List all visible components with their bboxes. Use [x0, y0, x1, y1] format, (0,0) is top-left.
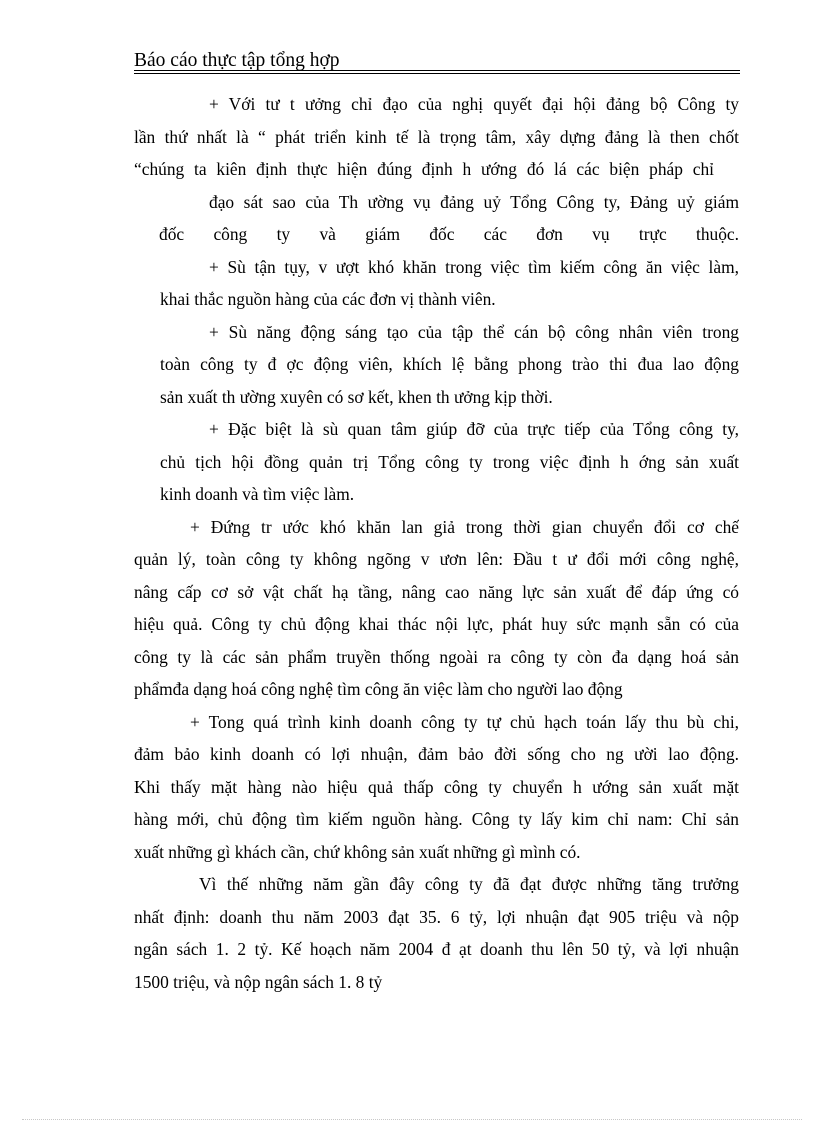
text-line: đảm bảo kinh doanh có lợi nhuận, đảm bảo đời sống cho ng ười lao động.: [134, 744, 739, 764]
text-line: + Đặc biệt là sù quan tâm giúp đỡ của trực tiếp của Tổng công ty,: [209, 419, 739, 439]
page-header: [134, 48, 740, 74]
text-line: đốc công ty và giám đốc các đơn vụ trực thuộc.: [159, 224, 739, 244]
text-line: Khi thấy mặt hàng nào hiệu quả thấp công ty chuyển h ướng sản xuất mặt: [134, 776, 739, 797]
text-line: + Sù năng động sáng tạo của tập thể cán bộ công nhân viên trong: [209, 321, 739, 342]
text-line: + Tong quá trình kinh doanh công ty tự chủ hạch toán lấy thu bù chi,: [190, 711, 739, 732]
text-line: toàn công ty đ ợc động viên, khích lệ bằng phong trào thi đua lao động: [160, 354, 739, 374]
text-line: nhất định: doanh thu năm 2003 đạt 35. 6 tỷ, lợi nhuận đạt 905 triệu và nộp: [134, 906, 739, 927]
text-line: hiệu quả. Công ty chủ động khai thác nội lực, phát huy sức mạnh sẵn có của: [134, 614, 739, 634]
text-line: 1500 triệu, và nộp ngân sách 1. 8 tỷ: [134, 971, 383, 992]
text-line: ngân sách 1. 2 tỷ. Kế hoạch năm 2004 đ ạt doanh thu lên 50 tỷ, và lợi nhuận: [134, 939, 739, 959]
page-header-title: Báo cáo thực tập tổng hợp: [134, 50, 340, 71]
document-body: [134, 88, 739, 998]
text-line: + Đứng tr ước khó khăn lan giả trong thời gian chuyển đổi cơ chế: [190, 516, 739, 537]
text-line: + Với tư t ưởng chỉ đạo của nghị quyết đại hội đảng bộ Công ty: [209, 94, 739, 114]
text-line: kinh doanh và tìm việc làm.: [160, 484, 355, 504]
text-line: khai thắc nguồn hàng của các đơn vị thành viên.: [160, 289, 496, 309]
text-line: sản xuất th ường xuyên có sơ kết, khen th ưởng kịp thời.: [160, 386, 553, 407]
header-rule-thin: [134, 73, 740, 74]
text-line: + Sù tận tụy, v ượt khó khăn trong việc tìm kiếm công ăn việc làm,: [209, 256, 739, 277]
text-line: quản lý, toàn công ty không ngõng v ươn lên: Đầu t ư đổi mới công nghệ,: [134, 549, 739, 569]
text-line: lần thứ nhất là “ phát triển kinh tế là trọng tâm, xây dựng đảng là then chốt: [134, 126, 739, 147]
text-line: phẩmđa dạng hoá công nghệ tìm công ăn việc làm cho người lao động: [134, 679, 623, 699]
header-rule-thick: [134, 70, 740, 71]
text-line: hàng mới, chủ động tìm kiếm nguồn hàng. Công ty lấy kim chỉ nam: Chỉ sản: [134, 809, 739, 829]
text-line: “chúng ta kiên định thực hiện đúng định h ướng đó lá các biện pháp chỉ: [134, 159, 714, 179]
text-line: công ty là các sản phẩm truyền thống ngoài ra công ty còn đa dạng hoá sản: [134, 646, 739, 667]
text-line: chủ tịch hội đồng quản trị Tổng công ty trong việc định h ớng sản xuất: [160, 451, 739, 472]
text-line: Vì thế những năm gần đây công ty đã đạt được những tăng trưởng: [199, 874, 739, 894]
page-bottom-divider: [22, 1119, 802, 1120]
text-line: xuất những gì khách cần, chứ không sản xuất những gì mình có.: [134, 841, 581, 862]
text-line: nâng cấp cơ sở vật chất hạ tầng, nâng cao năng lực sản xuất để đáp ứng có: [134, 581, 739, 602]
text-line: đạo sát sao của Th ường vụ đảng uỷ Tổng Công ty, Đảng uỷ giám: [209, 191, 739, 212]
